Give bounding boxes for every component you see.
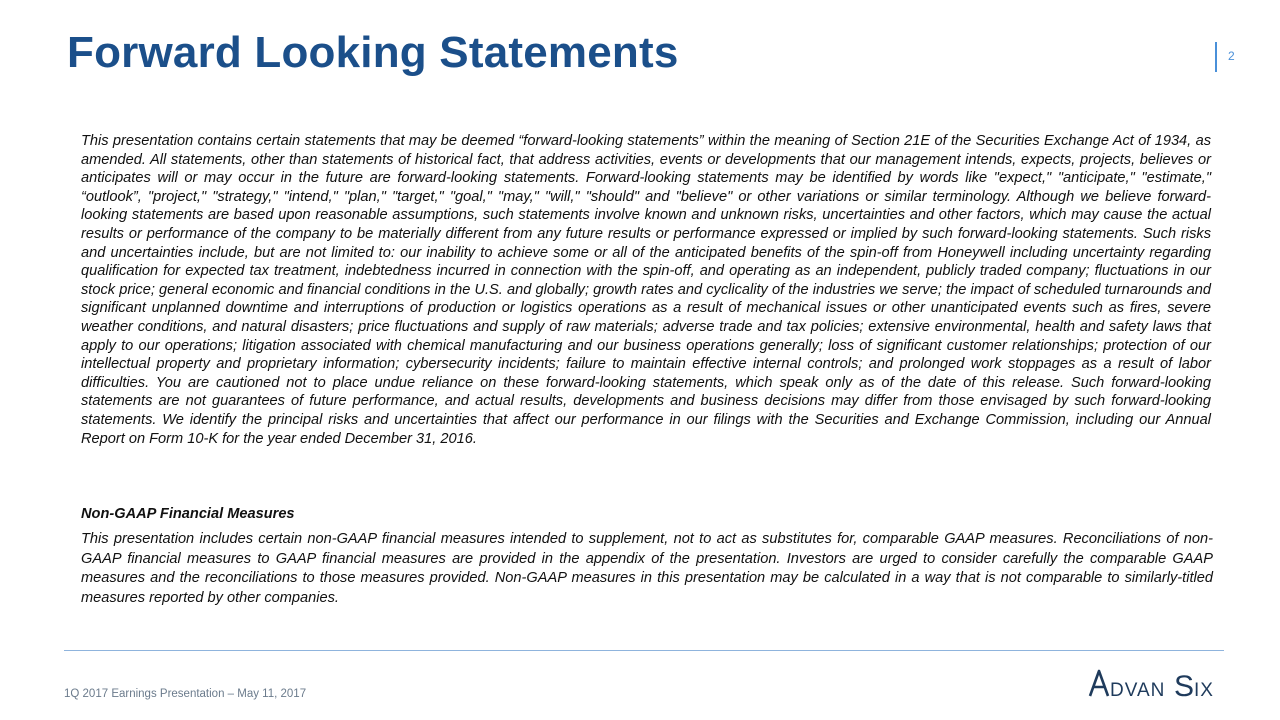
non-gaap-paragraph: This presentation includes certain non-GAAP financial measures intended to supplement, not to act as substitutes for, comparable GAAP measures. Reconciliations of non-GAAP financial measures to GAAP financial measures are provided in the appendix of the presentation. Investors are urged to consider carefully the comparable GAAP measures and the reconciliations to those measures provided. Non-GAAP measures in this presentation may be calculated in a way that is not comparable to similarly-titled measures reported by other companies. [81, 531, 1213, 606]
advansix-logo [1088, 668, 1224, 698]
svg-text:IX: IX [1194, 680, 1214, 698]
advansix-logo-mark [1088, 668, 1224, 698]
footer-divider [64, 650, 1224, 651]
footer-text: 1Q 2017 Earnings Presentation – May 11, 2017 [64, 688, 307, 700]
forward-looking-paragraph: This presentation contains certain statements that may be deemed “forward-looking statements” within the meaning of Section 21E of the Securities Exchange Act of 1934, as amended. All statements, other than statements of historical fact, that address activities, events or developments that our management intends, expects, projects, believes or anticipates will or may occur in the future are forward-looking statements. Forward-looking statements may be identified by words like "expect," "anticipate," "estimate," “outlook”, "project," "strategy," "intend," "plan," "target," "goal," "may," "will," "should" and "believe" or other variations or similar terminology. Although we believe forward-looking statements are based upon reasonable assumptions, such statements involve known and unknown risks, uncertainties and other factors, which may cause the actual results or performance of the company to be materially different from any future results or performance expressed or implied by such forward-looking statements. Such risks and uncertainties include, but are not limited to: our inability to achieve some or all of the anticipated benefits of the spin-off from Honeywell including uncertainty regarding qualification for expected tax treatment, indebtedness incurred in connection with the spin-off, and operating as an independent, publicly traded company; fluctuations in our stock price; general economic and financial conditions in the U.S. and globally; growth rates and cyclicality of the industries we serve; the impact of scheduled turnarounds and significant unplanned downtime and interruptions of production or logistics operations as a result of mechanical issues or other unanticipated events such as fires, severe weather conditions, and natural disasters; price fluctuations and supply of raw materials; adverse trade and tax policies; extensive environmental, health and safety laws that apply to our operations; litigation associated with chemical manufacturing and our business operations generally; loss of significant customer relationships; protection of our intellectual property and proprietary information; cybersecurity incidents; failure to maintain effective internal controls; and prolonged work stoppages as a result of labor difficulties. You are cautioned not to place undue reliance on these forward-looking statements, which speak only as of the date of this release. Such forward-looking statements are not guarantees of future performance, and actual results, developments and business decisions may differ from those envisaged by such forward-looking statements. We identify the principal risks and uncertainties that affect our performance in our filings with the Securities and Exchange Commission, including our Annual Report on Form 10-K for the year ended December 31, 2016. [81, 133, 1211, 447]
slide-number-divider [1215, 42, 1217, 72]
svg-text:DVAN: DVAN [1110, 680, 1166, 698]
non-gaap-heading: Non-GAAP Financial Measures [81, 506, 295, 522]
svg-text:S: S [1174, 670, 1195, 698]
slide-number: 2 [1228, 49, 1235, 63]
page-title: Forward Looking Statements [67, 28, 679, 77]
